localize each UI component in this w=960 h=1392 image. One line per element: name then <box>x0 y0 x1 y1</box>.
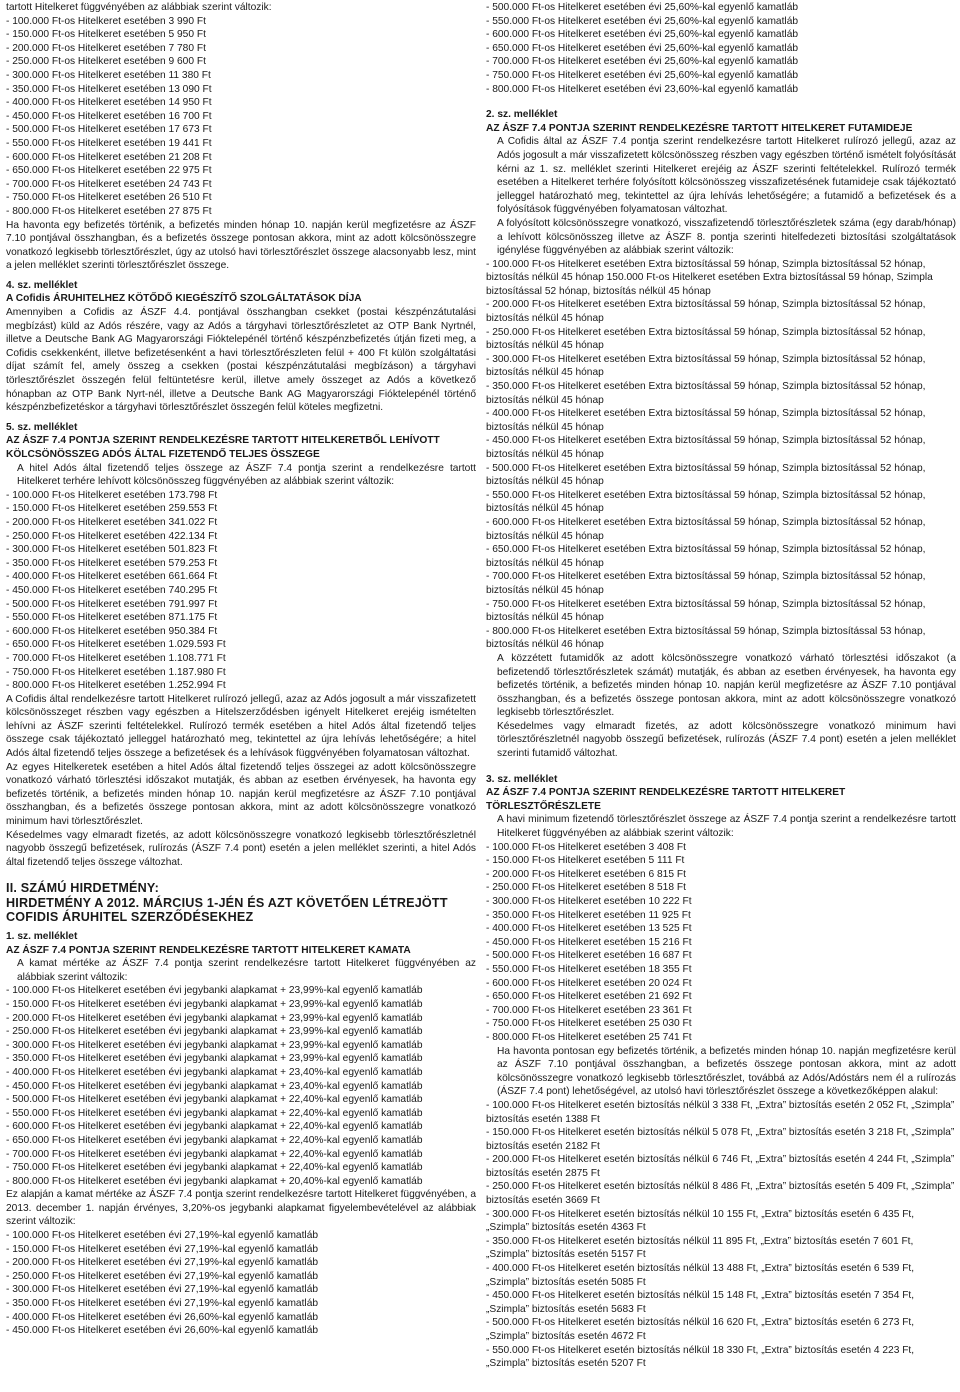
section-2-paragraph-1: A Cofidis által az ÁSZF 7.4 pontja szerint rendelkezésre tartott Hitelkeret rulírozó jellegű, azaz az Adós jogosult a már visszafizetett kölcsönösszeg részben vagy egészben történő ismételt folyósítását kérni az 1. sz. melléklet szerinti Hitelkeret erejéig az ÁSZF szerinti feltételekkel. Rulírozó termék esetében a Hitelkeret terhére folyósított kölcsönösszeg visszafizetésének futamideje csak tájékoztató jelleggel határozható meg, tekintettel az újra lehívás lehetőségére; a futamidő a befizetések és a folyósítások függvényében folyamatosan változhat. <box>497 136 959 216</box>
list-item: - 350.000 Ft-os Hitelkeret esetében 11 925 Ft <box>486 909 691 921</box>
list-item: - 650.000 Ft-os Hitelkeret esetében 21 692 Ft <box>486 991 692 1003</box>
list-item: - 350.000 Ft-os Hitelkeret esetében 579.253 Ft <box>6 557 218 569</box>
list-item: - 700.000 Ft-os Hitelkeret esetében 24 743 Ft <box>6 178 212 190</box>
section-5-number: 5. sz. melléklet <box>6 421 78 433</box>
list-item: - 550.000 Ft-os Hitelkeret esetében évi 25,60%-kal egyenlő kamatláb <box>486 15 799 27</box>
section-2-paragraph-3: A közzétett futamidők az adott kölcsönösszegre vonatkozó várható törlesztési időszakot (a befizetendő törlesztőrészletek számát) mutatják, és abban az esetben érvényesek, ha havonta egy befizetés történik, a befizetés minden hónap 10. napján kerül megfizetésre az ÁSZF 7.10 pontjával összhangban, és a befizetés összege pontosan akkora, mint az adott kölcsönösszegre vonatkozó legkisebb törlesztőrészlet. <box>497 652 959 719</box>
list-item: - 700.000 Ft-os Hitelkeret esetében Extra biztosítással 59 hónap, Szimpla biztosítással 52 hónap, biztosítás nélkül 45 hónap <box>486 571 929 596</box>
list-item: - 550.000 Ft-os Hitelkeret esetében Extra biztosítással 59 hónap, Szimpla biztosítással 52 hónap, biztosítás nélkül 45 hónap <box>486 489 929 515</box>
announcement-heading-2: HIRDETMÉNY A 2012. MÁRCIUS 1-JÉN ÉS AZT KÖVETŐEN LÉTREJÖTT COFIDIS ÁRUHITEL SZERZŐDÉSEKHEZ <box>6 895 452 924</box>
list-item: - 600.000 Ft-os Hitelkeret esetében Extra biztosítással 59 hónap, Szimpla biztosítással 52 hónap, biztosítás nélkül 45 hónap <box>486 516 929 542</box>
list-item: - 400.000 Ft-os Hitelkeret esetében évi 26,60%-kal egyenlő kamatláb <box>6 1311 319 1323</box>
list-item: - 400.000 Ft-os Hitelkeret esetében Extra biztosítással 59 hónap, Szimpla biztosítással 52 hónap, biztosítás nélkül 45 hónap <box>486 408 929 433</box>
list-item: - 450.000 Ft-os Hitelkeret esetében évi 26,60%-kal egyenlő kamatláb <box>6 1325 319 1337</box>
list-item: - 750.000 Ft-os Hitelkeret esetében 26 510 Ft <box>6 192 212 204</box>
list-item: - 450.000 Ft-os Hitelkeret esetében 740.295 Ft <box>6 584 218 596</box>
list-item: - 150.000 Ft-os Hitelkeret esetében 5 950 Ft <box>6 29 206 41</box>
section-5-paragraph-2: Az egyes Hitelkeretek esetében a hitel Adós által fizetendő teljes összegei az adott kölcsönösszegre vonatkozó várható törlesztési időszakot mutatják, és abban az esetben érvényesek, ha havonta egy befizetés történik, a befizetés minden hónap 10. napján kerül megfizetésre az ÁSZF 7.10 pontjával összhangban, és a befizetés összege pontosan akkora, mint az adott kölcsönösszegre vonatkozó minimum havi törlesztőrészlet. <box>6 761 479 828</box>
list-item: - 550.000 Ft-os Hitelkeret esetében 18 355 Ft <box>486 963 692 975</box>
list-item: - 200.000 Ft-os Hitelkeret esetében évi jegybanki alapkamat + 23,99%-kal egyenlő kamatláb <box>6 1012 423 1024</box>
list-item: - 800.000 Ft-os Hitelkeret esetében évi 23,60%-kal egyenlő kamatláb <box>486 83 799 95</box>
list-item: - 200.000 Ft-os Hitelkeret esetében 341.022 Ft <box>6 516 218 528</box>
list-item: - 150.000 Ft-os Hitelkeret esetében évi jegybanki alapkamat + 23,99%-kal egyenlő kamatláb <box>6 998 423 1010</box>
section-2-number: 2. sz. melléklet <box>486 109 558 121</box>
list-item: - 400.000 Ft-os Hitelkeret esetében 13 525 Ft <box>486 923 692 935</box>
list-item: - 650.000 Ft-os Hitelkeret esetében Extra biztosítással 59 hónap, Szimpla biztosítással 52 hónap, biztosítás nélkül 45 hónap <box>486 544 929 569</box>
list-item: - 500.000 Ft-os Hitelkeret esetében évi jegybanki alapkamat + 22,40%-kal egyenlő kamatláb <box>6 1094 423 1106</box>
list-item: - 150.000 Ft-os Hitelkeret esetén biztosítás nélkül 5 078 Ft, „Extra” biztosítás esetén 3 218 Ft, „Szimpla” biztosítás esetén 2182 Ft <box>486 1127 958 1152</box>
list-item: - 800.000 Ft-os Hitelkeret esetében 25 741 Ft <box>486 1031 692 1043</box>
section-5-paragraph-3: Késedelmes vagy elmaradt fizetés, az adott kölcsönösszegre vonatkozó legkisebb törlesztőrészletnél nagyobb összegű befizetések, rulírozás (ÁSZF 7.4 pont) esetén a jelen melléklet szerinti, a hitel Adós által fizetendő teljes összege változhat. <box>6 829 479 868</box>
list-item: - 800.000 Ft-os Hitelkeret esetében 27 875 Ft <box>6 205 212 217</box>
list-item: - 350.000 Ft-os Hitelkeret esetében évi jegybanki alapkamat + 23,99%-kal egyenlő kamatláb <box>6 1053 423 1065</box>
list-item: - 550.000 Ft-os Hitelkeret esetében évi jegybanki alapkamat + 22,40%-kal egyenlő kamatláb <box>6 1107 423 1119</box>
list-item: - 450.000 Ft-os Hitelkeret esetén biztosítás nélkül 15 148 Ft, „Extra” biztosítás esetén 7 354 Ft, „Szimpla” biztosítás esetén 5683 Ft <box>486 1290 917 1315</box>
list-item: - 750.000 Ft-os Hitelkeret esetében 25 030 Ft <box>486 1018 692 1030</box>
list-item: - 250.000 Ft-os Hitelkeret esetében évi 27,19%-kal egyenlő kamatláb <box>6 1270 319 1282</box>
list-item: - 800.000 Ft-os Hitelkeret esetében évi jegybanki alapkamat + 20,40%-kal egyenlő kamatláb <box>6 1175 423 1187</box>
section-3-paragraph: Ha havonta pontosan egy befizetés történik, a befizetés minden hónap 10. napján megfizetésre kerül az ÁSZF 7.10 pontjával összhangban, a befizetés összege pontosan akkora, mint az adott kölcsönösszegre vonatkozó legkisebb törlesztőrészlet, továbbá az Adós/Adóstárs nem él a rulírozás (ÁSZF 7.4 pont) lehetőségével, az utolsó havi törlesztőrészlet összege a következőképpen alakul: <box>497 1045 959 1098</box>
list-item: - 650.000 Ft-os Hitelkeret esetében 1.029.593 Ft <box>6 639 226 651</box>
list-item: - 250.000 Ft-os Hitelkeret esetében 9 600 Ft <box>6 56 206 68</box>
list-item: - 700.000 Ft-os Hitelkeret esetében évi jegybanki alapkamat + 22,40%-kal egyenlő kamatláb <box>6 1148 423 1160</box>
list-item: - 300.000 Ft-os Hitelkeret esetében 501.823 Ft <box>6 544 218 556</box>
list-item: - 300.000 Ft-os Hitelkeret esetében 10 222 Ft <box>486 896 692 907</box>
list-item: - 100.000 Ft-os Hitelkeret esetében Extra biztosítással 59 hónap, Szimpla biztosítással 52 hónap, biztosítás nélkül 45 hónap 150.000 Ft-os Hitelkeret esetében Extra biztosítással 59 hónap, Szimpla biztosítással 52 hónap, biztosítás nélkül 45 hónap <box>486 258 936 297</box>
left-column <box>6 1 479 1338</box>
section-2-paragraph-4: Késedelmes vagy elmaradt fizetés, az adott kölcsönösszegre vonatkozó minimum havi törlesztőrészletnél nagyobb összegű befizetések, rulírozás (ÁSZF 7.4 pont) esetén a jelen melléklet szerinti futamidő változhat. <box>497 720 959 760</box>
section-5-title: AZ ÁSZF 7.4 PONTJA SZERINT RENDELKEZÉSRE TARTOTT HITELKERETBŐL LEHÍVOTT KÖLCSÖNÖSSZEG ADÓS ÁLTAL FIZETENDŐ TELJES ÖSSZEGE <box>6 435 443 460</box>
list-item: - 200.000 Ft-os Hitelkeret esetében 7 780 Ft <box>6 42 206 54</box>
section-3-intro: A havi minimum fizetendő törlesztőrészlet összege az ÁSZF 7.4 pontja szerint a rendelkezésre tartott Hitelkeret függvényében az alábbiak szerint változik: <box>497 814 959 840</box>
list-item: - 350.000 Ft-os Hitelkeret esetében 13 090 Ft <box>6 83 212 95</box>
list-total-payable <box>6 489 476 693</box>
list-item: - 250.000 Ft-os Hitelkeret esetén biztosítás nélkül 8 486 Ft, „Extra” biztosítás esetén 5 409 Ft, „Szimpla” biztosítás esetén 3669 Ft <box>486 1181 958 1207</box>
list-item: - 200.000 Ft-os Hitelkeret esetén biztosítás nélkül 6 746 Ft, „Extra” biztosítás esetén 4 244 Ft, „Szimpla” biztosítás esetén 2875 Ft <box>486 1154 958 1179</box>
list-item: - 700.000 Ft-os Hitelkeret esetében 23 361 Ft <box>486 1004 692 1016</box>
list-item: - 350.000 Ft-os Hitelkeret esetén biztosítás nélkül 11 895 Ft, „Extra” biztosítás esetén 7 601 Ft, „Szimpla” biztosítás esetén 5157 Ft <box>486 1235 917 1261</box>
list-item: - 800.000 Ft-os Hitelkeret esetében 1.252.994 Ft <box>6 680 226 692</box>
list-item: - 400.000 Ft-os Hitelkeret esetén biztosítás nélkül 13 488 Ft, „Extra” biztosítás esetén 6 539 Ft, „Szimpla” biztosítás esetén 5085 Ft <box>486 1263 917 1288</box>
section-1-intro: A kamat mértéke az ÁSZF 7.4 pontja szerint rendelkezésre tartott Hitelkeret függvényében az alábbiak szerint változik: <box>17 958 479 983</box>
list-interest-base-rate <box>6 984 476 1188</box>
list-item: - 500.000 Ft-os Hitelkeret esetén biztosítás nélkül 16 620 Ft, „Extra” biztosítás esetén 6 273 Ft, „Szimpla” biztosítás esetén 4672 Ft <box>486 1317 917 1342</box>
list-interest-rate-part-1 <box>6 1229 476 1338</box>
list-item: - 300.000 Ft-os Hitelkeret esetén biztosítás nélkül 10 155 Ft, „Extra” biztosítás esetén 6 435 Ft, „Szimpla” biztosítás esetén 4363 Ft <box>486 1208 917 1234</box>
section-2-title: AZ ÁSZF 7.4 PONTJA SZERINT RENDELKEZÉSRE TARTOTT HITELKERET FUTAMIDEJE <box>486 122 913 134</box>
list-item: - 250.000 Ft-os Hitelkeret esetében évi jegybanki alapkamat + 23,99%-kal egyenlő kamatláb <box>6 1026 423 1038</box>
list-item: - 300.000 Ft-os Hitelkeret esetében évi jegybanki alapkamat + 23,99%-kal egyenlő kamatláb <box>6 1039 423 1051</box>
list-item: - 250.000 Ft-os Hitelkeret esetében Extra biztosítással 59 hónap, Szimpla biztosítással 52 hónap, biztosítás nélkül 45 hónap <box>486 326 929 352</box>
list-item: - 650.000 Ft-os Hitelkeret esetében évi 25,60%-kal egyenlő kamatláb <box>486 42 799 54</box>
list-item: - 100.000 Ft-os Hitelkeret esetében 3 408 Ft <box>486 841 686 853</box>
list-item: - 750.000 Ft-os Hitelkeret esetében évi 25,60%-kal egyenlő kamatláb <box>486 69 799 81</box>
section-3-number: 3. sz. melléklet <box>486 773 558 785</box>
list-item: - 150.000 Ft-os Hitelkeret esetében 259.553 Ft <box>6 503 218 515</box>
list-minimum-installment <box>486 841 956 1045</box>
list-item: - 800.000 Ft-os Hitelkeret esetében Extra biztosítással 59 hónap, Szimpla biztosítással 53 hónap, biztosítás nélkül 46 hónap <box>486 625 929 651</box>
list-item: - 650.000 Ft-os Hitelkeret esetében évi jegybanki alapkamat + 22,40%-kal egyenlő kamatláb <box>6 1134 423 1146</box>
list-item: - 500.000 Ft-os Hitelkeret esetében évi 25,60%-kal egyenlő kamatláb <box>486 2 799 13</box>
list-item: - 400.000 Ft-os Hitelkeret esetében 14 950 Ft <box>6 97 212 109</box>
list-item: - 200.000 Ft-os Hitelkeret esetében évi 27,19%-kal egyenlő kamatláb <box>6 1257 319 1269</box>
list-item: - 150.000 Ft-os Hitelkeret esetében 5 111 Ft <box>486 855 685 867</box>
list-item: - 200.000 Ft-os Hitelkeret esetében Extra biztosítással 59 hónap, Szimpla biztosítással 52 hónap, biztosítás nélkül 45 hónap <box>486 299 929 325</box>
list-item: - 100.000 Ft-os Hitelkeret esetében évi 27,19%-kal egyenlő kamatláb <box>6 1230 319 1242</box>
list-item: - 600.000 Ft-os Hitelkeret esetében 950.384 Ft <box>6 625 218 637</box>
list-item: - 600.000 Ft-os Hitelkeret esetében évi jegybanki alapkamat + 22,40%-kal egyenlő kamatláb <box>6 1121 423 1133</box>
right-column <box>486 1 959 1371</box>
section-5-intro: A hitel Adós által fizetendő teljes összege az ÁSZF 7.4 pontja szerint a rendelkezésre tartott Hitelkeret terhére lehívott kölcsönösszeg függvényében az alábbiak szerint változik: <box>17 462 479 488</box>
list-item: - 600.000 Ft-os Hitelkeret esetében 21 208 Ft <box>6 151 212 163</box>
list-term-months <box>486 258 956 652</box>
list-item: - 450.000 Ft-os Hitelkeret esetében Extra biztosítással 59 hónap, Szimpla biztosítással 52 hónap, biztosítás nélkül 45 hónap <box>486 435 929 460</box>
list-item: - 300.000 Ft-os Hitelkeret esetében 11 380 Ft <box>6 69 211 81</box>
list-item: - 400.000 Ft-os Hitelkeret esetében évi jegybanki alapkamat + 23,40%-kal egyenlő kamatláb <box>6 1066 423 1078</box>
list-item: - 300.000 Ft-os Hitelkeret esetében évi 27,19%-kal egyenlő kamatláb <box>6 1284 319 1296</box>
list-item: - 750.000 Ft-os Hitelkeret esetében évi jegybanki alapkamat + 22,40%-kal egyenlő kamatláb <box>6 1162 423 1174</box>
section-4-paragraph: Amennyiben a Cofidis az ÁSZF 4.4. pontjával összhangban csekket (postai készpénzátutalási megbízást) küld az Adós részére, vagy az Adós a tárgyhavi törlesztőrészletet az OTP Bank Nyrtnél, illetve a Deutsche Bank AG Magyarországi Fióktelepénél történő készpénzbefizetés útján fizeti meg, a Cofidis csekkenként, illetve befizetésenként a havi törlesztőrészleten felül + 400 Ft külön szolgáltatási díjat számít fel, amely összeg a csekken (postai készpénzátutalási megbízáson) a tárgyhavi törlesztőrészlet összegén felül feltüntetésre kerül, illetve amely összeget az Adós a következő hónapban az OTP Bank Nyrt-nél, illetve a Deutsche Bank AG Magyarországi Fióktelepénél történő készpénzbefizetéskor a tárgyhavi törlesztőrészlet összegén felül köteles megfizetni. <box>6 307 479 414</box>
list-item: - 100.000 Ft-os Hitelkeret esetén biztosítás nélkül 3 338 Ft, „Extra” biztosítás esetén 2 052 Ft, „Szimpla” biztosítás esetén 1388 Ft <box>486 1099 958 1125</box>
list-item: - 100.000 Ft-os Hitelkeret esetében évi jegybanki alapkamat + 23,99%-kal egyenlő kamatláb <box>6 985 423 997</box>
list-item: - 500.000 Ft-os Hitelkeret esetében 791.997 Ft <box>6 598 218 610</box>
list-last-installment-by-insurance <box>486 1099 956 1371</box>
list-item: - 700.000 Ft-os Hitelkeret esetében évi 25,60%-kal egyenlő kamatláb <box>486 56 799 68</box>
list-item: - 250.000 Ft-os Hitelkeret esetében 8 518 Ft <box>486 882 686 894</box>
list-item: - 250.000 Ft-os Hitelkeret esetében 422.134 Ft <box>6 530 218 542</box>
section-3-title: AZ ÁSZF 7.4 PONTJA SZERINT RENDELKEZÉSRE TARTOTT HITELKERET TÖRLESZTŐRÉSZLETE <box>486 787 849 812</box>
announcement-heading-1: II. SZÁMÚ HIRDETMÉNY: <box>6 881 159 896</box>
intro-text: tartott Hitelkeret függvényében az alábbiak szerint változik: <box>6 2 272 13</box>
list-item: - 100.000 Ft-os Hitelkeret esetében 173.798 Ft <box>6 489 218 501</box>
list-item: - 750.000 Ft-os Hitelkeret esetében Extra biztosítással 59 hónap, Szimpla biztosítással 52 hónap, biztosítás nélkül 45 hónap <box>486 598 929 624</box>
list-item: - 500.000 Ft-os Hitelkeret esetében Extra biztosítással 59 hónap, Szimpla biztosítással 52 hónap, biztosítás nélkül 45 hónap <box>486 462 929 488</box>
list-item: - 550.000 Ft-os Hitelkeret esetében 19 441 Ft <box>6 137 212 149</box>
section-2-paragraph-2: A folyósított kölcsönösszegre vonatkozó, visszafizetendő törlesztőrészletek száma (egy darab/hónap) a lehívott kölcsönösszeg illetve az ÁSZF 8. pontja szerinti hitelfedezeti biztosítási szolgáltatások igénylése függvényében az alábbiak szerint változik: <box>497 217 959 257</box>
section-5-paragraph-1: A Cofidis által rendelkezésre tartott Hitelkeret rulírozó jellegű, azaz az Adós jogosult a már visszafizetett kölcsönösszeget részben vagy egészben a Hitelszerződésben igényelt Hitelkeret erejéig ismételten lehívni az ÁSZF szerinti feltételekkel. Rulírozó termék esetében a hitel Adós által fizetendő teljes összege csak tájékoztató jelleggel határozható meg, tekintettel az újra lehívás lehetőségére; a hitel Adós által fizetendő teljes összege a befizetések és a lehívások függvényében folyamatosan változhat. <box>6 693 479 760</box>
list-item: - 550.000 Ft-os Hitelkeret esetén biztosítás nélkül 18 330 Ft, „Extra” biztosítás esetén 4 223 Ft, „Szimpla” biztosítás esetén 5207 Ft <box>486 1344 917 1370</box>
section-1-title: AZ ÁSZF 7.4 PONTJA SZERINT RENDELKEZÉSRE TARTOTT HITELKERET KAMATA <box>6 944 411 956</box>
section-4-title: A Cofidis ÁRUHITELHEZ KÖTŐDŐ KIEGÉSZÍTŐ SZOLGÁLTATÁSOK DÍJA <box>6 293 362 305</box>
list-monthly-installment-hitelkeret <box>6 15 476 219</box>
list-item: - 600.000 Ft-os Hitelkeret esetében 20 024 Ft <box>486 977 692 989</box>
list-item: - 500.000 Ft-os Hitelkeret esetében 17 673 Ft <box>6 124 212 136</box>
list-item: - 350.000 Ft-os Hitelkeret esetében Extra biztosítással 59 hónap, Szimpla biztosítással 52 hónap, biztosítás nélkül 45 hónap <box>486 381 929 406</box>
list-item: - 300.000 Ft-os Hitelkeret esetében Extra biztosítással 59 hónap, Szimpla biztosítással 52 hónap, biztosítás nélkül 45 hónap <box>486 353 929 379</box>
list-interest-rate-part-2 <box>486 1 956 96</box>
list-item: - 450.000 Ft-os Hitelkeret esetében 15 216 Ft <box>486 936 692 948</box>
list-item: - 550.000 Ft-os Hitelkeret esetében 871.175 Ft <box>6 612 218 624</box>
section-1-paragraph: Ez alapján a kamat mértéke az ÁSZF 7.4 pontja szerint rendelkezésre tartott Hitelkeret függvényében, a 2013. december 1. napján érvényes, 3,20%-os jegybanki alapkamat figyelembevételével az alábbiak szerint változik: <box>6 1189 479 1228</box>
list-item: - 450.000 Ft-os Hitelkeret esetében 16 700 Ft <box>6 110 212 122</box>
list-item: - 600.000 Ft-os Hitelkeret esetében évi 25,60%-kal egyenlő kamatláb <box>486 29 799 41</box>
section-4-number: 4. sz. melléklet <box>6 279 78 291</box>
paragraph-last-installment: Ha havonta egy befizetés történik, a befizetés minden hónap 10. napján kerül megfizetésre az ÁSZF 7.10 pontjával összhangban, és a befizetés összege pontosan akkora, mint az adott kölcsönösszegre vonatkozó legkisebb törlesztőrészlet, úgy az utolsó havi törlesztőrészlet összege alacsonyabb lesz, mint a jelen melléklet szerinti törlesztőrészlet összege. <box>6 219 479 272</box>
list-item: - 200.000 Ft-os Hitelkeret esetében 6 815 Ft <box>486 868 686 880</box>
list-item: - 400.000 Ft-os Hitelkeret esetében 661.664 Ft <box>6 571 218 583</box>
list-item: - 450.000 Ft-os Hitelkeret esetében évi jegybanki alapkamat + 23,40%-kal egyenlő kamatláb <box>6 1080 423 1092</box>
list-item: - 150.000 Ft-os Hitelkeret esetében évi 27,19%-kal egyenlő kamatláb <box>6 1243 319 1255</box>
list-item: - 700.000 Ft-os Hitelkeret esetében 1.108.771 Ft <box>6 652 226 664</box>
list-item: - 650.000 Ft-os Hitelkeret esetében 22 975 Ft <box>6 165 212 177</box>
section-1-number: 1. sz. melléklet <box>6 931 78 943</box>
list-item: - 750.000 Ft-os Hitelkeret esetében 1.187.980 Ft <box>6 666 226 678</box>
list-item: - 100.000 Ft-os Hitelkeret esetében 3 990 Ft <box>6 15 206 27</box>
list-item: - 350.000 Ft-os Hitelkeret esetében évi 27,19%-kal egyenlő kamatláb <box>6 1298 319 1310</box>
list-item: - 500.000 Ft-os Hitelkeret esetében 16 687 Ft <box>486 950 692 962</box>
